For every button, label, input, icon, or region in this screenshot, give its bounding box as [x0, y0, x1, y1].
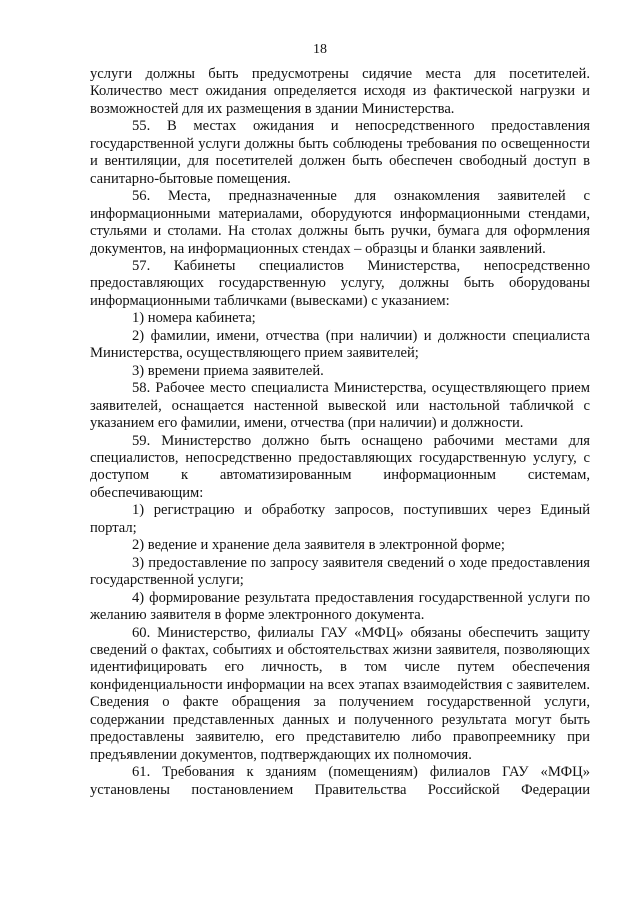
paragraph-continuation: услуги должны быть предусмотрены сидячие места для посетителей. Количество мест ожидания определяется исходя из фактической нагрузки и возможностей для их размещения в здании Министерства. [90, 66, 590, 117]
list-item-59-3: 3) предоставление по запросу заявителя сведений о ходе предоставления государственной услуги; [90, 554, 590, 589]
paragraph-57: 57. Кабинеты специалистов Министерства, непосредственно предоставляющих государственную услугу, должны быть оборудованы информационными табличками (вывесками) с указанием: [90, 257, 590, 309]
list-item-57-2: 2) фамилии, имени, отчества (при наличии) и должности специалиста Министерства, осуществляющего прием заявителей; [90, 327, 590, 362]
list-item-57-3: 3) времени приема заявителей. [132, 362, 324, 379]
paragraph-55: 55. В местах ожидания и непосредственного предоставления государственной услуги должны быть соблюдены требования по освещенности и вентиляции, для посетителей должен быть обеспечен свободный доступ в санитарно-бытовые помещения. [90, 118, 590, 187]
paragraph-61: 61. Требования к зданиям (помещениям) филиалов ГАУ «МФЦ» установлены постановлением Правительства Российской Федерации [90, 764, 590, 798]
paragraph-56: 56. Места, предназначенные для ознакомления заявителей с информационными материалами, оборудуются информационными стендами, стульями и столами. На столах должны быть ручки, бумага для оформления документов, на информационных стендах – образцы и бланки заявлений. [90, 188, 590, 257]
page-number: 18 [313, 42, 327, 57]
list-item-59-4: 4) формирование результата предоставления государственной услуги по желанию заявителя в форме электронного документа. [90, 589, 590, 624]
document-body [90, 66, 590, 799]
list-item-59-2: 2) ведение и хранение дела заявителя в электронной форме; [132, 537, 505, 554]
paragraph-60: 60. Министерство, филиалы ГАУ «МФЦ» обязаны обеспечить защиту сведений о фактах, событиях и обстоятельствах жизни заявителя, позволяющих идентифицировать его личность, в том числе путем обеспечения конфиденциальности информации на всех этапах взаимодействия с заявителем. Сведения о факте обращения за получением государственной услуги, содержании представленных данных и полученного результата могут быть предоставлены заявителю, его представителю либо правопреемнику при предъявлении документов, подтверждающих их полномочия. [90, 624, 590, 763]
list-item-59-1: 1) регистрацию и обработку запросов, поступивших через Единый портал; [90, 502, 590, 536]
paragraph-59: 59. Министерство должно быть оснащено рабочими местами для специалистов, непосредственно предоставляющих государственную услугу, с доступом к автоматизированным информационным системам, обеспечивающим: [90, 432, 590, 501]
paragraph-58: 58. Рабочее место специалиста Министерства, осуществляющего прием заявителей, оснащается настенной вывеской или настольной табличкой с указанием его фамилии, имени, отчества (при наличии) и должности. [90, 380, 590, 432]
list-item-57-1: 1) номера кабинета; [132, 310, 256, 327]
